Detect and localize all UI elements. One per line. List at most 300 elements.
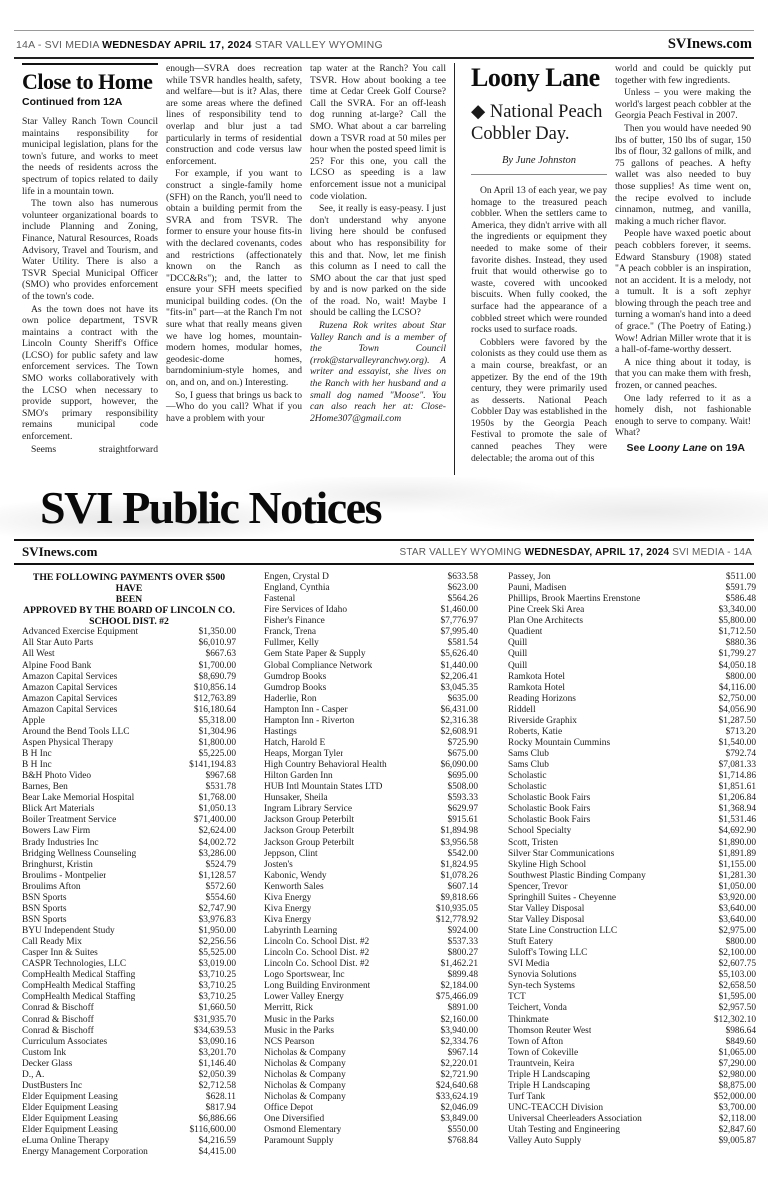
- payee-name: Quill: [508, 660, 528, 671]
- payee-name: England, Cynthia: [264, 583, 330, 594]
- payment-amount: $899.48: [447, 970, 478, 981]
- payment-row: [22, 738, 236, 749]
- payment-amount: $725.90: [447, 737, 478, 748]
- heading-line: BEEN: [115, 594, 143, 606]
- payment-row: [22, 849, 236, 860]
- payee-name: Town of Cokeville: [508, 1047, 579, 1058]
- payment-row: [22, 815, 236, 826]
- payment-amount: $71,400.00: [193, 815, 236, 826]
- notices-dateline: [14, 539, 754, 565]
- payment-row: [508, 1059, 756, 1070]
- payee-name: Long Building Environment: [264, 981, 371, 992]
- payment-row: [22, 1147, 236, 1158]
- payment-amount: $2,847.60: [718, 1125, 756, 1136]
- payee-name: Blick Art Materials: [22, 804, 95, 815]
- payment-row: [508, 959, 756, 970]
- payment-amount: $5,103.00: [718, 970, 756, 981]
- payment-row: [508, 1114, 756, 1125]
- payee-name: Kabonic, Wendy: [264, 870, 327, 881]
- payee-name: Alpine Food Bank: [22, 660, 92, 671]
- payments-rows-2: [264, 572, 478, 1147]
- payment-amount: $1,050.13: [198, 804, 236, 815]
- payment-amount: $5,225.00: [198, 749, 236, 759]
- payment-amount: $141,194.83: [189, 760, 236, 771]
- payment-row: [264, 1059, 478, 1070]
- site-name: SVInews.com: [667, 36, 752, 52]
- payment-amount: $7,290.00: [718, 1058, 756, 1069]
- payment-row: [264, 926, 478, 937]
- byline-rule: [471, 174, 607, 175]
- payment-amount: $2,118.00: [718, 1114, 756, 1125]
- payment-row: [508, 771, 756, 782]
- payment-amount: $16,180.64: [193, 704, 236, 715]
- payee-name: Merritt, Rick: [264, 1003, 313, 1014]
- payment-row: [264, 904, 478, 915]
- payee-name: Gumdrop Books: [264, 671, 327, 682]
- payment-row: [264, 649, 478, 660]
- payment-amount: $12,302.10: [713, 1014, 756, 1025]
- payment-row: [22, 838, 236, 849]
- payment-row: [22, 893, 236, 904]
- payment-row: [22, 1037, 236, 1048]
- payment-row: [264, 594, 478, 605]
- payee-name: Jeppson, Clint: [264, 848, 318, 859]
- paragraph: People have waxed poetic about peach cobblers forever, it seems. Edward Stansbury (1908) stated "A peach cobbler is an inspiration, not an accident. It is a melody, not a tumult. It is a soft zephyr blowing through the peach tree and turning a woman's hand into a deed of grace." (The Poetry of Eating.) Wow! Adrian Miller wrote that it is a hall-of-fame-worthy dessert.: [615, 228, 752, 356]
- payment-amount: $986.64: [725, 1025, 756, 1036]
- payment-amount: $3,920.00: [718, 892, 756, 903]
- payment-row: [264, 937, 478, 948]
- payment-row: [264, 1003, 478, 1014]
- payment-amount: $2,721.90: [440, 1069, 478, 1080]
- payment-row: [22, 638, 236, 649]
- payment-amount: $3,940.00: [440, 1025, 478, 1036]
- payment-row: [264, 915, 478, 926]
- payment-amount: $1,531.46: [718, 815, 756, 826]
- paragraph: So, I guess that brings us back to—Who do you call? What if you have a problem with your: [166, 389, 302, 424]
- payee-name: BSN Sports: [22, 892, 67, 903]
- payment-row: [508, 937, 756, 948]
- payee-name: Jackson Group Peterbilt: [264, 815, 355, 826]
- payment-amount: $2,607.75: [718, 959, 756, 970]
- payment-row: [508, 1125, 756, 1136]
- payment-row: [22, 826, 236, 837]
- payee-name: Amazon Capital Services: [22, 682, 118, 693]
- payee-name: Nicholas & Company: [264, 1069, 346, 1080]
- payment-row: [508, 727, 756, 738]
- payment-amount: $7,776.97: [440, 616, 478, 627]
- payee-name: Fisher's Finance: [264, 616, 325, 627]
- payment-amount: $508.00: [447, 782, 478, 793]
- payment-amount: $1,851.61: [718, 782, 756, 793]
- payee-name: Star Valley Disposal: [508, 914, 585, 925]
- heading-line: SCHOOL DIST. #2: [89, 616, 169, 628]
- payee-name: Synovia Solutions: [508, 970, 577, 981]
- see-continuation-note: [615, 442, 751, 454]
- payment-row: [22, 1003, 236, 1014]
- payee-name: Lincoln Co. School Dist. #2: [264, 948, 370, 959]
- payment-row: [22, 1026, 236, 1037]
- payment-amount: $75,466.09: [435, 992, 478, 1003]
- payments-column-2: [264, 572, 478, 1158]
- payee-name: CompHealth Medical Staffing: [22, 970, 136, 981]
- payee-name: Syn-tech Systems: [508, 981, 575, 992]
- payment-amount: $1,065.00: [718, 1047, 756, 1058]
- payee-name: Fire Services of Idaho: [264, 605, 348, 616]
- payment-amount: $8,690.79: [198, 671, 236, 682]
- payment-amount: $1,890.00: [718, 837, 756, 848]
- payment-row: [508, 1048, 756, 1059]
- payments-rows-1: [22, 627, 236, 1158]
- payee-name: Decker Glass: [22, 1058, 73, 1069]
- payment-amount: $1,894.98: [440, 826, 478, 837]
- payment-amount: $629.97: [447, 804, 478, 815]
- payment-row: [22, 1114, 236, 1125]
- payee-name: Franck, Trena: [264, 627, 317, 638]
- heading-line: APPROVED BY THE BOARD OF LINCOLN CO.: [23, 605, 235, 617]
- payment-row: [264, 893, 478, 904]
- payee-name: Elder Equipment Leasing: [22, 1125, 118, 1136]
- payee-name: Hampton Inn - Riverton: [264, 715, 355, 726]
- payment-amount: $1,462.21: [440, 959, 478, 970]
- payment-row: [22, 804, 236, 815]
- payment-row: [508, 1003, 756, 1014]
- payment-amount: $967.14: [447, 1047, 478, 1058]
- payment-row: [22, 1125, 236, 1136]
- payee-name: One Diversified: [264, 1114, 325, 1125]
- payee-name: Osmond Elementary: [264, 1125, 342, 1136]
- payment-amount: $4,415.00: [198, 1147, 236, 1158]
- payee-name: Call Ready Mix: [22, 937, 82, 948]
- payment-amount: $31,935.70: [193, 1014, 236, 1025]
- column-divider: [454, 63, 455, 475]
- payment-row: [264, 815, 478, 826]
- payment-row: [508, 992, 756, 1003]
- payment-amount: $2,608.91: [440, 726, 478, 737]
- masthead: [14, 30, 754, 59]
- payee-name: Triple H Landscaping: [508, 1080, 590, 1091]
- payment-amount: $33,624.19: [435, 1091, 478, 1102]
- payee-name: Custom Ink: [22, 1047, 67, 1058]
- payment-row: [22, 915, 236, 926]
- payee-name: Scott, Tristen: [508, 837, 559, 848]
- payee-name: Amazon Capital Services: [22, 693, 118, 704]
- payment-amount: $2,957.50: [718, 1003, 756, 1014]
- public-notices-title: SVI Public Notices: [40, 481, 381, 533]
- payment-row: [264, 1026, 478, 1037]
- masthead-date: WEDNESDAY APRIL 17, 2024: [102, 38, 252, 51]
- payee-name: Scholastic Book Fairs: [508, 815, 591, 826]
- payment-amount: $1,824.95: [440, 859, 478, 870]
- payment-row: [264, 826, 478, 837]
- payments-heading: [22, 572, 236, 627]
- payment-amount: $1,891.89: [718, 848, 756, 859]
- public-notices-banner: [0, 477, 768, 537]
- see-note-column-name: Loony Lane: [648, 442, 708, 454]
- payment-amount: $1,206.84: [718, 793, 756, 804]
- payee-name: Lincoln Co. School Dist. #2: [264, 959, 370, 970]
- payment-amount: $1,700.00: [198, 660, 236, 671]
- payee-name: BYU Independent Study: [22, 926, 115, 936]
- payee-name: Turf Tank: [508, 1091, 546, 1102]
- payment-amount: $1,660.50: [198, 1003, 236, 1014]
- payee-name: Elder Equipment Leasing: [22, 1091, 118, 1102]
- payee-name: Pauni, Madisen: [508, 583, 567, 594]
- payment-amount: $2,206.41: [440, 671, 478, 682]
- payment-amount: $511.00: [725, 572, 756, 582]
- payment-row: [264, 672, 478, 683]
- payment-amount: $554.60: [205, 892, 236, 903]
- payment-amount: $2,334.76: [440, 1036, 478, 1047]
- payment-row: [22, 959, 236, 970]
- payment-row: [22, 1103, 236, 1114]
- payee-name: Ramkota Hotel: [508, 671, 566, 682]
- payee-name: Nicholas & Company: [264, 1080, 346, 1091]
- payee-name: Bowers Law Firm: [22, 826, 91, 837]
- payment-row: [22, 1048, 236, 1059]
- payment-amount: $1,595.00: [718, 992, 756, 1003]
- payment-amount: $1,287.50: [718, 715, 756, 726]
- payment-amount: $1,368.94: [718, 804, 756, 815]
- payee-name: Kiva Energy: [264, 892, 312, 903]
- payee-name: Teichert, Vonda: [508, 1003, 567, 1014]
- payee-name: CASPR Technologies, LLC: [22, 959, 127, 970]
- payment-amount: $10,935.05: [435, 903, 478, 914]
- payment-amount: $7,995.40: [440, 627, 478, 638]
- payment-amount: $8,875.00: [718, 1080, 756, 1091]
- payee-name: All West: [22, 649, 55, 660]
- payment-amount: $4,056.90: [718, 704, 756, 715]
- payee-name: School Specialty: [508, 826, 572, 837]
- payment-amount: $2,100.00: [718, 948, 756, 959]
- payment-amount: $2,184.00: [440, 981, 478, 992]
- payment-amount: $1,050.00: [718, 881, 756, 892]
- payee-name: Suloff's Towing LLC: [508, 948, 588, 959]
- masthead-left: [16, 39, 383, 51]
- payment-row: [264, 1136, 478, 1147]
- payee-name: Global Compliance Network: [264, 660, 373, 671]
- payment-amount: $1,440.00: [440, 660, 478, 671]
- payment-row: [22, 1081, 236, 1092]
- payee-name: BSN Sports: [22, 903, 67, 914]
- payment-row: [508, 661, 756, 672]
- payment-amount: $550.00: [447, 1125, 478, 1136]
- payee-name: Curriculum Associates: [22, 1036, 108, 1047]
- payment-amount: $3,340.00: [718, 605, 756, 616]
- payment-amount: $586.48: [725, 594, 756, 605]
- payment-row: [264, 760, 478, 771]
- payee-name: Pine Creek Ski Area: [508, 605, 585, 616]
- payee-name: Amazon Capital Services: [22, 704, 118, 715]
- payee-name: SVI Media: [508, 959, 550, 970]
- payment-row: [22, 782, 236, 793]
- payment-amount: $1,155.00: [718, 859, 756, 870]
- payment-row: [508, 583, 756, 594]
- payment-amount: $4,116.00: [718, 682, 756, 693]
- payment-amount: $7,081.33: [718, 760, 756, 771]
- payee-name: Silver Star Communications: [508, 848, 615, 859]
- payment-amount: $633.58: [447, 572, 478, 582]
- payee-name: Passey, Jon: [508, 572, 551, 582]
- payee-name: Valley Auto Supply: [508, 1136, 582, 1147]
- payment-amount: $2,160.00: [440, 1014, 478, 1025]
- paragraph: Star Valley Ranch Town Council maintains responsibility for municipal legislation, plans for the town's future, and works to meet the needs of residents across the spectrum of topics related to daily life in a mountain town.: [22, 116, 158, 197]
- payment-amount: $713.20: [725, 726, 756, 737]
- payee-name: Lincoln Co. School Dist. #2: [264, 937, 370, 948]
- payment-amount: $667.63: [205, 649, 236, 660]
- payment-row: [508, 793, 756, 804]
- payment-amount: $2,624.00: [198, 826, 236, 837]
- payee-name: Fastenal: [264, 594, 296, 605]
- payment-row: [508, 915, 756, 926]
- payee-name: Nicholas & Company: [264, 1047, 346, 1058]
- payee-name: Broulims Afton: [22, 881, 81, 892]
- payment-amount: $116,600.00: [189, 1125, 236, 1136]
- paragraph: Cobblers were favored by the colonists as they could use them as a main course, breakfast, or an appetizer. By the end of the 19th century, they were primarily used as desserts. National Peach Cobbler Day was established in the 1950s by the Georgia Peach Festival to promote the sale of canned peaches They were delectable; the aroma out of this: [471, 336, 607, 464]
- payment-amount: $792.74: [725, 749, 756, 759]
- close-to-home-col2: [166, 63, 302, 475]
- payee-name: Gumdrop Books: [264, 682, 327, 693]
- close-to-home-header: [22, 63, 158, 108]
- payment-row: [508, 838, 756, 849]
- payment-row: [264, 716, 478, 727]
- payee-name: Star Valley Disposal: [508, 903, 585, 914]
- dateline-page-label: SVI MEDIA - 14A: [672, 546, 752, 558]
- payee-name: Riverside Graphix: [508, 715, 577, 726]
- payment-amount: $6,090.00: [440, 760, 478, 771]
- payment-row: [22, 727, 236, 738]
- payment-amount: $6,431.00: [440, 704, 478, 715]
- payment-row: [264, 849, 478, 860]
- payee-name: CompHealth Medical Staffing: [22, 992, 136, 1003]
- payee-name: BSN Sports: [22, 914, 67, 925]
- payment-row: [508, 594, 756, 605]
- payment-row: [508, 1037, 756, 1048]
- payee-name: Music in the Parks: [264, 1014, 335, 1025]
- payment-amount: $1,799.27: [718, 649, 756, 660]
- close-to-home-col1: [22, 63, 158, 475]
- payment-amount: $3,700.00: [718, 1103, 756, 1113]
- payee-name: Bridging Wellness Counseling: [22, 848, 137, 859]
- payment-row: [508, 849, 756, 860]
- payee-name: Conrad & Bischoff: [22, 1025, 94, 1036]
- payee-name: Thomson Reuter West: [508, 1025, 592, 1036]
- payment-amount: $2,975.00: [718, 926, 756, 936]
- payee-name: Logo Sportswear, Inc: [264, 970, 345, 981]
- paragraph: On April 13 of each year, we pay homage to the treasured peach cobbler. When the settlers came to America, they didn't arrive with all the ingredients or equipment they needed to make some of their favorite dishes. Instead, they used fruit that would otherwise go to waste, covered with uncooked biscuits. When fully cooked, the surface had the appearance of a cobbled street which were rounded rocks used to surface roads.: [471, 185, 607, 336]
- paragraph: Then you would have needed 90 lbs of butter, 150 lbs of sugar, 150 lbs of flour, 32 gallons of milk, and 75 gallons of peaches. A hefty wallet was also needed to buy those supplies! As time went on, the recipe evolved to include cinnamon, nutmeg, and vanilla, making a much richer flavor.: [615, 122, 751, 227]
- payment-amount: $10,856.14: [193, 682, 236, 693]
- payment-amount: $1,768.00: [198, 793, 236, 804]
- payments-rows-3: [508, 572, 756, 1147]
- payment-amount: $4,692.90: [718, 826, 756, 837]
- payment-row: [508, 893, 756, 904]
- payment-amount: $1,540.00: [718, 737, 756, 748]
- payee-name: Fullmer, Kelly: [264, 638, 319, 649]
- payment-row: [264, 727, 478, 738]
- payment-row: [22, 627, 236, 638]
- payee-name: B&H Photo Video: [22, 771, 92, 782]
- payee-name: Around the Bend Tools LLC: [22, 726, 130, 737]
- paragraph: tap water at the Ranch? You call TSVR. How about booking a tee time at Cedar Creek Golf Course? Call the SVRA. For an off-leash dog running at-large? Call the SMO. What about a car barreling down a TSVR road at 50 miles per hour when the posted speed limit is 25? For this one, you call the LCSO as speeding is a law enforcement issue not a municipal code violation.: [310, 63, 446, 202]
- payee-name: Heaps, Morgan Tyler: [264, 749, 344, 759]
- payment-row: [508, 616, 756, 627]
- payment-amount: $542.00: [447, 848, 478, 859]
- payment-row: [22, 705, 236, 716]
- paragraph: See, it really is easy-peasy. I just don't understand why anyone living here should be confused about who has responsibility for this and that. Now, let me finish this column as I need to call the SMO about the car that just sped by and is now parked on the side of the road. No, wait! Maybe I should be calling the LCSO?: [310, 203, 446, 319]
- payee-name: Elder Equipment Leasing: [22, 1114, 118, 1125]
- see-note-prefix: See: [626, 442, 649, 454]
- payment-row: [508, 1092, 756, 1103]
- articles-section: [0, 59, 768, 475]
- payment-row: [508, 649, 756, 660]
- payment-amount: $2,750.00: [718, 693, 756, 704]
- payee-name: Quill: [508, 649, 528, 660]
- payee-name: eLuma Online Therapy: [22, 1136, 110, 1147]
- payee-name: Scholastic: [508, 771, 547, 782]
- payment-row: [264, 992, 478, 1003]
- payment-row: [264, 838, 478, 849]
- payment-amount: $2,712.58: [198, 1080, 236, 1091]
- payment-amount: $4,216.59: [198, 1136, 236, 1147]
- payment-row: [22, 793, 236, 804]
- payee-name: Hatch, Harold E: [264, 737, 326, 748]
- payment-amount: $581.54: [447, 638, 478, 649]
- payment-amount: $537.33: [447, 937, 478, 948]
- payee-name: D., A.: [22, 1069, 45, 1080]
- payment-row: [22, 992, 236, 1003]
- payee-name: Hunsaker, Sheila: [264, 793, 328, 804]
- payment-row: [264, 616, 478, 627]
- payee-name: Southwest Plastic Binding Company: [508, 870, 646, 881]
- payee-name: Trauntvein, Keira: [508, 1058, 575, 1069]
- payment-amount: $695.00: [447, 771, 478, 782]
- payment-row: [508, 672, 756, 683]
- payment-row: [508, 970, 756, 981]
- payment-row: [264, 705, 478, 716]
- payee-name: Kenworth Sales: [264, 881, 324, 892]
- payee-name: Plan One Architects: [508, 616, 583, 627]
- payee-name: Conrad & Bischoff: [22, 1003, 94, 1014]
- payee-name: Office Depot: [264, 1103, 314, 1113]
- loony-lane-col1: [463, 63, 607, 475]
- payment-row: [22, 661, 236, 672]
- payee-name: Gem State Paper & Supply: [264, 649, 366, 660]
- payment-row: [22, 1136, 236, 1147]
- payee-name: Roberts, Katie: [508, 726, 563, 737]
- payment-amount: $800.27: [447, 948, 478, 959]
- payment-row: [264, 605, 478, 616]
- payee-name: Boiler Treatment Service: [22, 815, 117, 826]
- payee-name: Thinkmate: [508, 1014, 549, 1025]
- payment-row: [264, 661, 478, 672]
- payment-row: [22, 716, 236, 727]
- payment-amount: $635.00: [447, 693, 478, 704]
- payee-name: Apple: [22, 715, 45, 726]
- payment-row: [264, 882, 478, 893]
- payment-amount: $880.36: [725, 638, 756, 649]
- payee-name: UNC-TEACCH Division: [508, 1103, 604, 1113]
- payment-amount: $3,710.25: [198, 992, 236, 1003]
- payment-row: [264, 804, 478, 815]
- payee-name: Josten's: [264, 859, 293, 870]
- payee-name: Bringhurst, Kristin: [22, 859, 93, 870]
- payment-row: [508, 1103, 756, 1114]
- payment-row: [264, 970, 478, 981]
- article-title-loony-lane: Loony Lane: [471, 63, 600, 92]
- payment-row: [508, 1081, 756, 1092]
- payment-row: [508, 904, 756, 915]
- payment-row: [508, 760, 756, 771]
